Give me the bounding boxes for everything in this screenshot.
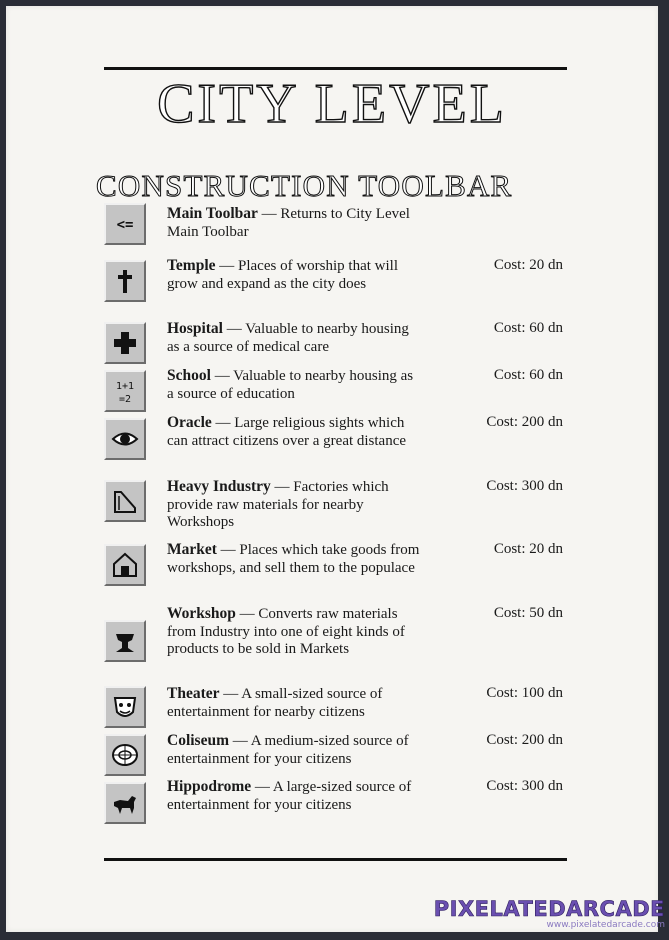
entry-text: Returns to City Level Main Toolbar [167, 206, 410, 240]
entry-description [167, 367, 422, 403]
entry-name: Theater [167, 685, 220, 702]
svg-text:<=: <= [116, 217, 134, 233]
entry-separator: — [211, 415, 235, 431]
entry-separator: — [229, 733, 251, 749]
back-arrow-icon [104, 203, 146, 245]
entry-text: Valuable to nearby housing as a source of medical care [167, 321, 409, 355]
entry-cost: Cost: 50 dn [493, 605, 563, 621]
entry-text: Converts raw materials from Industry into one of eight kinds of products to be sold in Markets [167, 606, 405, 657]
section-title: CONSTRUCTION TOOLBAR [96, 168, 513, 203]
entry-cost: Cost: 20 dn [493, 541, 563, 557]
entry-description [167, 685, 422, 721]
entry-description [167, 478, 422, 532]
entry-separator: — [235, 606, 259, 622]
entry-cost: Cost: 200 dn [486, 414, 563, 430]
entry-cost: Cost: 300 dn [486, 478, 563, 494]
entry-separator: — [216, 542, 240, 558]
page-title: CITY LEVEL [157, 73, 507, 135]
cross-icon [104, 260, 146, 302]
entry-name: Market [167, 541, 217, 558]
anvil-icon [104, 620, 146, 662]
entry-cost: Cost: 100 dn [486, 685, 563, 701]
entry-name: Hospital [167, 320, 223, 337]
factory-icon [104, 480, 146, 522]
entry-name: Workshop [167, 605, 236, 622]
entry-cost: Cost: 200 dn [486, 732, 563, 748]
entry-text: A small-sized source of entertainment for nearby citizens [167, 686, 383, 720]
entry-description [167, 320, 422, 356]
top-rule [104, 67, 567, 70]
entry-separator: — [270, 479, 294, 495]
entry-cost: Cost: 300 dn [486, 778, 563, 794]
entry-separator: — [251, 779, 273, 795]
entry-cost: Cost: 20 dn [493, 257, 563, 273]
entry-name: Coliseum [167, 732, 229, 749]
eye-icon [104, 418, 146, 460]
entry-text: Factories which provide raw materials for nearby Workshops [167, 479, 389, 530]
entry-separator: — [257, 206, 281, 222]
entry-separator: — [219, 686, 242, 702]
watermark-logo: PIXELATEDARCADE [433, 897, 665, 921]
watermark [434, 898, 665, 930]
entry-cost: Cost: 60 dn [493, 320, 563, 336]
mask-icon [104, 686, 146, 728]
entry-name: Oracle [167, 414, 212, 431]
svg-text:=2: =2 [118, 394, 132, 405]
horse-icon [104, 782, 146, 824]
entry-cost: Cost: 60 dn [493, 367, 563, 383]
entry-text: Places of worship that will grow and expand as the city does [167, 258, 398, 292]
bottom-rule [104, 858, 567, 861]
house-icon [104, 544, 146, 586]
math-icon [104, 370, 146, 412]
entry-text: A large-sized source of entertainment for your citizens [167, 779, 412, 813]
entry-description [167, 605, 422, 659]
entry-name: Hippodrome [167, 778, 252, 795]
entry-name: School [167, 367, 211, 384]
arena-icon [104, 734, 146, 776]
entry-description [167, 414, 422, 450]
entry-text: Places which take goods from workshops, and sell them to the populace [167, 542, 420, 576]
manual-page [6, 6, 658, 932]
entry-separator: — [210, 368, 234, 384]
entry-description [167, 205, 422, 241]
entry-text: Large religious sights which can attract citizens over a great distance [167, 415, 407, 449]
entry-name: Temple [167, 257, 216, 274]
watermark-url: www.pixelatedarcade.com [546, 920, 665, 930]
entry-description [167, 257, 422, 293]
entry-name: Main Toolbar [167, 205, 258, 222]
entry-text: Valuable to nearby housing as a source of education [167, 368, 414, 402]
entry-description [167, 778, 422, 814]
entry-name: Heavy Industry [167, 478, 271, 495]
entry-separator: — [222, 321, 246, 337]
svg-text:1+1: 1+1 [115, 381, 135, 392]
entry-text: A medium-sized source of entertainment for your citizens [167, 733, 409, 767]
medical-cross-icon [104, 322, 146, 364]
entry-description [167, 732, 422, 768]
entry-separator: — [215, 258, 239, 274]
entry-description [167, 541, 422, 577]
